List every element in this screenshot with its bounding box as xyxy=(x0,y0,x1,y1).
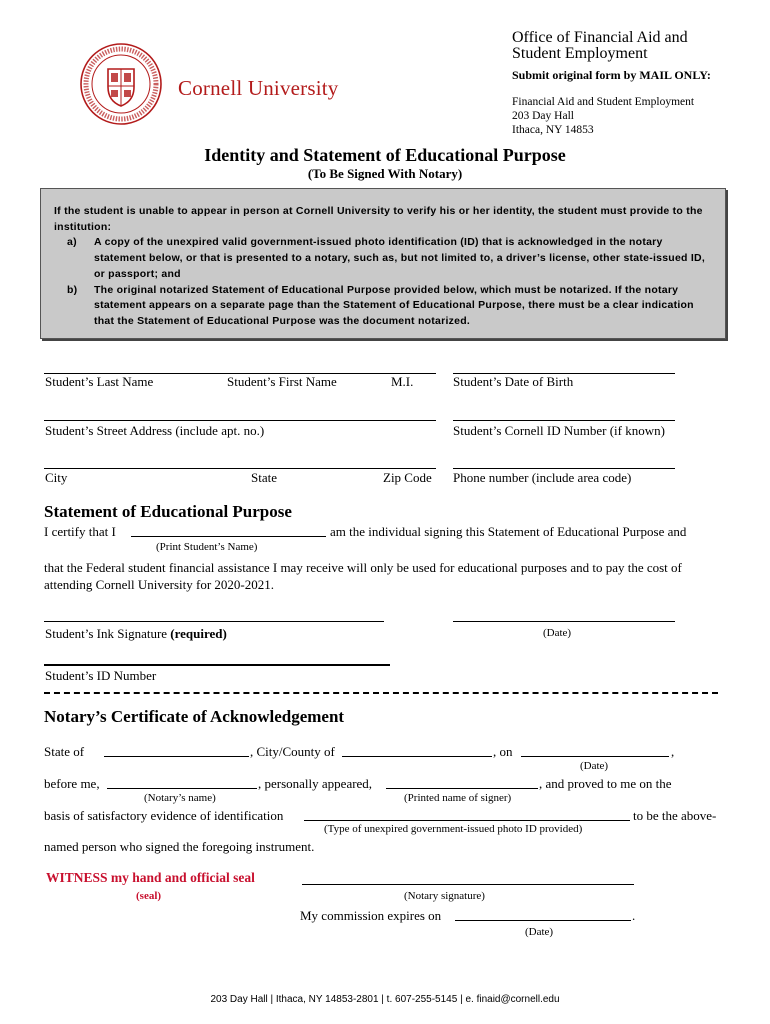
before-me-label: before me, xyxy=(44,776,100,791)
signature-date-caption: (Date) xyxy=(543,627,572,639)
certify-pre: I certify that I xyxy=(44,524,116,539)
last-name-label: Student’s Last Name xyxy=(45,374,154,389)
dashed-separator xyxy=(44,692,718,694)
cornell-id-field-line[interactable] xyxy=(453,407,675,421)
id-type-field-line[interactable] xyxy=(304,807,630,821)
witness-label: WITNESS my hand and official seal xyxy=(46,870,255,885)
university-name: Cornell University xyxy=(178,76,339,100)
form-subtitle: (To Be Signed With Notary) xyxy=(307,166,463,181)
named-person-text: named person who signed the foregoing instrument. xyxy=(44,839,315,854)
instructions-intro: If the student is unable to appear in person at Cornell University to verify his or her identity, the student must provide to the institution: xyxy=(54,205,703,233)
state-of-label: State of xyxy=(44,744,85,759)
instruction-item-b-text: The original notarized Statement of Educational Purpose provided below, which must be notarized. If the notary statement appears on a separate page than the Statement of Educational Purpose, there must be a clear indication that the Statement of Educational Purpose was the document notarized. xyxy=(94,283,694,327)
commission-label: My commission expires on xyxy=(300,908,442,923)
statement-body: that the Federal student financial assistance I may receive will only be used for educational purposes and to pay the cost of attending Cornell University for 2020-2021. xyxy=(44,560,682,592)
instruction-item-a xyxy=(67,235,714,282)
ink-signature-field-line[interactable] xyxy=(44,609,384,622)
print-name-field-line[interactable] xyxy=(131,523,326,537)
ink-signature-label xyxy=(45,626,227,642)
phone-label: Phone number (include area code) xyxy=(453,470,632,485)
state-label: State xyxy=(251,470,277,485)
notary-signature-field-line[interactable] xyxy=(302,871,634,885)
mailing-address xyxy=(512,95,694,137)
student-id-label: Student’s ID Number xyxy=(45,668,157,683)
street-label: Student’s Street Address (include apt. no.) xyxy=(45,423,265,438)
notary-name-caption: (Notary’s name) xyxy=(144,792,216,804)
instruction-item-a-label: a) xyxy=(67,236,77,249)
county-field-line[interactable] xyxy=(342,743,492,757)
period-text: . xyxy=(632,908,636,923)
above-label: to be the above- xyxy=(633,808,717,823)
cornell-seal-icon xyxy=(80,43,162,125)
notary-date-caption: (Date) xyxy=(580,760,609,772)
instructions-text xyxy=(54,204,714,330)
instruction-item-a-text: A copy of the unexpired valid government-issued photo identification (ID) that is acknowledged in the notary statement below, or that is presented to a notary, such as, but not limited to, a driver’s license, other state-issued ID, or passport; and xyxy=(94,236,706,280)
print-name-caption: (Print Student’s Name) xyxy=(156,541,258,553)
mail-only-note: Submit original form by MAIL ONLY: xyxy=(512,68,711,82)
footer-contact: 203 Day Hall | Ithaca, NY 14853-2801 | t. 607-255-5145 | e. finaid@cornell.edu xyxy=(210,994,560,1005)
notary-signature-caption: (Notary signature) xyxy=(404,890,485,902)
student-id-field-line[interactable] xyxy=(44,652,390,666)
city-label: City xyxy=(45,470,68,485)
notary-name-field-line[interactable] xyxy=(107,775,257,789)
notary-date-field-line[interactable] xyxy=(521,743,669,757)
phone-field-line[interactable] xyxy=(453,455,675,469)
mi-label: M.I. xyxy=(391,374,414,389)
name-field-line[interactable] xyxy=(44,360,436,374)
dob-field-line[interactable] xyxy=(453,360,675,374)
address-line-3: Ithaca, NY 14853 xyxy=(512,124,594,136)
personally-appeared-label: , personally appeared, xyxy=(258,776,373,791)
proved-label: , and proved to me on the xyxy=(539,776,672,791)
street-field-line[interactable] xyxy=(44,407,436,421)
signer-name-caption: (Printed name of signer) xyxy=(404,792,512,804)
dob-label: Student’s Date of Birth xyxy=(453,374,574,389)
city-field-line[interactable] xyxy=(44,455,436,469)
basis-label: basis of satisfactory evidence of identification xyxy=(44,808,284,823)
first-name-label: Student’s First Name xyxy=(227,374,337,389)
seal-label: (seal) xyxy=(136,890,162,902)
instruction-item-b xyxy=(67,283,714,330)
statement-heading: Statement of Educational Purpose xyxy=(44,502,292,521)
cornell-id-label: Student’s Cornell ID Number (if known) xyxy=(453,423,665,438)
signature-date-field-line[interactable] xyxy=(453,609,675,622)
ink-signature-text: Student’s Ink Signature xyxy=(45,626,168,641)
certify-post: am the individual signing this Statement of Educational Purpose and xyxy=(330,524,687,539)
commission-date-field-line[interactable] xyxy=(455,907,631,921)
on-label: , on xyxy=(493,744,513,759)
comma-text: , xyxy=(671,744,675,759)
commission-date-caption: (Date) xyxy=(525,926,554,938)
office-line-2: Student Employment xyxy=(512,45,648,62)
office-title xyxy=(512,30,688,62)
instructions-box xyxy=(40,188,726,339)
county-label: , City/County of xyxy=(250,744,335,759)
instruction-item-b-label: b) xyxy=(67,283,78,296)
address-line-2: 203 Day Hall xyxy=(512,110,574,122)
required-note: (required) xyxy=(170,626,227,641)
signer-name-field-line[interactable] xyxy=(386,775,538,789)
id-type-caption: (Type of unexpired government-issued photo ID provided) xyxy=(324,823,583,835)
zip-label: Zip Code xyxy=(383,470,432,485)
form-title: Identity and Statement of Educational Purpose xyxy=(204,145,566,165)
office-line-1: Office of Financial Aid and xyxy=(512,29,688,46)
notary-heading: Notary’s Certificate of Acknowledgement xyxy=(44,707,345,726)
address-line-1: Financial Aid and Student Employment xyxy=(512,96,695,108)
state-field-line[interactable] xyxy=(104,743,249,757)
